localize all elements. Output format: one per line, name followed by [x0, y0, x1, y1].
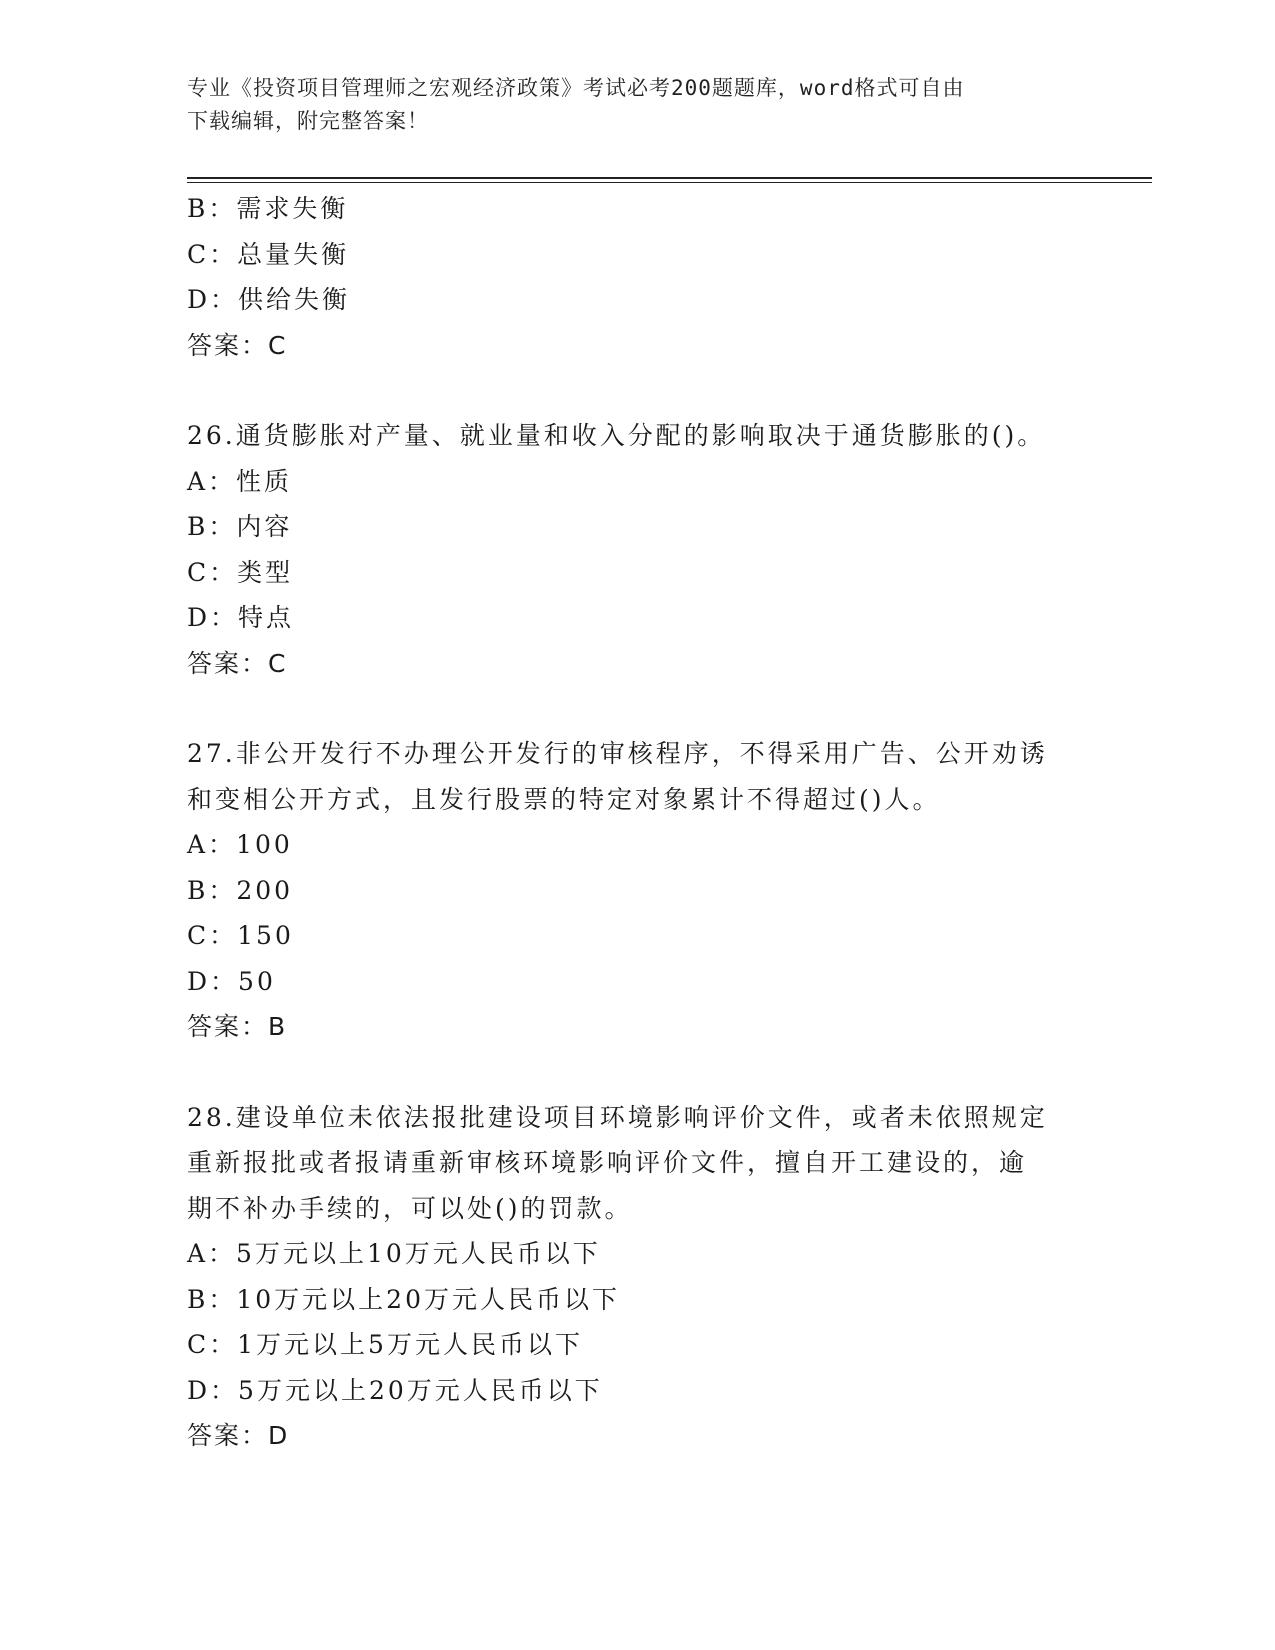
option-b: B：200	[187, 875, 294, 905]
header-divider-thin	[187, 182, 1152, 183]
option-a: A：5万元以上10万元人民币以下	[187, 1239, 601, 1268]
question-stem-line-1: 28.建设单位未依法报批建设项目环境影响评价文件，或者未依照规定	[187, 1102, 1048, 1132]
option-b: B：内容	[187, 512, 293, 541]
answer: 答案：C	[187, 330, 288, 360]
option-c: C：1万元以上5万元人民币以下	[187, 1330, 583, 1359]
option-c: C：总量失衡	[187, 239, 350, 269]
question-stem-line-2: 重新报批或者报请重新审核环境影响评价文件，擅自开工建设的，逾	[187, 1148, 1028, 1177]
header-divider-thick	[187, 177, 1152, 179]
answer: 答案：B	[187, 1012, 288, 1041]
question-28	[187, 1095, 1087, 1459]
option-d: D：特点	[187, 603, 295, 632]
option-b: B：10万元以上20万元人民币以下	[187, 1284, 620, 1314]
question-stem-line-1: 27.非公开发行不办理公开发行的审核程序，不得采用广告、公开劝诱	[187, 739, 1048, 768]
option-c: C：150	[187, 921, 294, 950]
option-d: D：供给失衡	[187, 285, 351, 314]
option-d: D：50	[187, 966, 276, 996]
option-a: A：100	[187, 830, 293, 859]
answer: 答案：D	[187, 1421, 290, 1450]
header-line-1: 专业《投资项目管理师之宏观经济政策》考试必考200题题库，word格式可自由	[187, 76, 965, 100]
option-b: B：需求失衡	[187, 194, 349, 223]
question-stem-line-2: 和变相公开方式，且发行股票的特定对象累计不得超过()人。	[187, 784, 941, 814]
document-header	[187, 72, 1067, 138]
option-d: D：5万元以上20万元人民币以下	[187, 1375, 603, 1405]
header-line-2: 下载编辑，附完整答案！	[187, 109, 429, 133]
option-a: A：性质	[187, 466, 293, 496]
question-27	[187, 731, 1087, 1050]
answer: 答案：C	[187, 648, 288, 678]
question-26	[187, 413, 1087, 686]
question-list	[187, 186, 1087, 1459]
option-c: C：类型	[187, 557, 294, 587]
question-25	[187, 186, 1087, 368]
question-stem-line-3: 期不补办手续的，可以处()的罚款。	[187, 1193, 633, 1223]
question-stem: 26.通货膨胀对产量、就业量和收入分配的影响取决于通货膨胀的()。	[187, 421, 1046, 450]
